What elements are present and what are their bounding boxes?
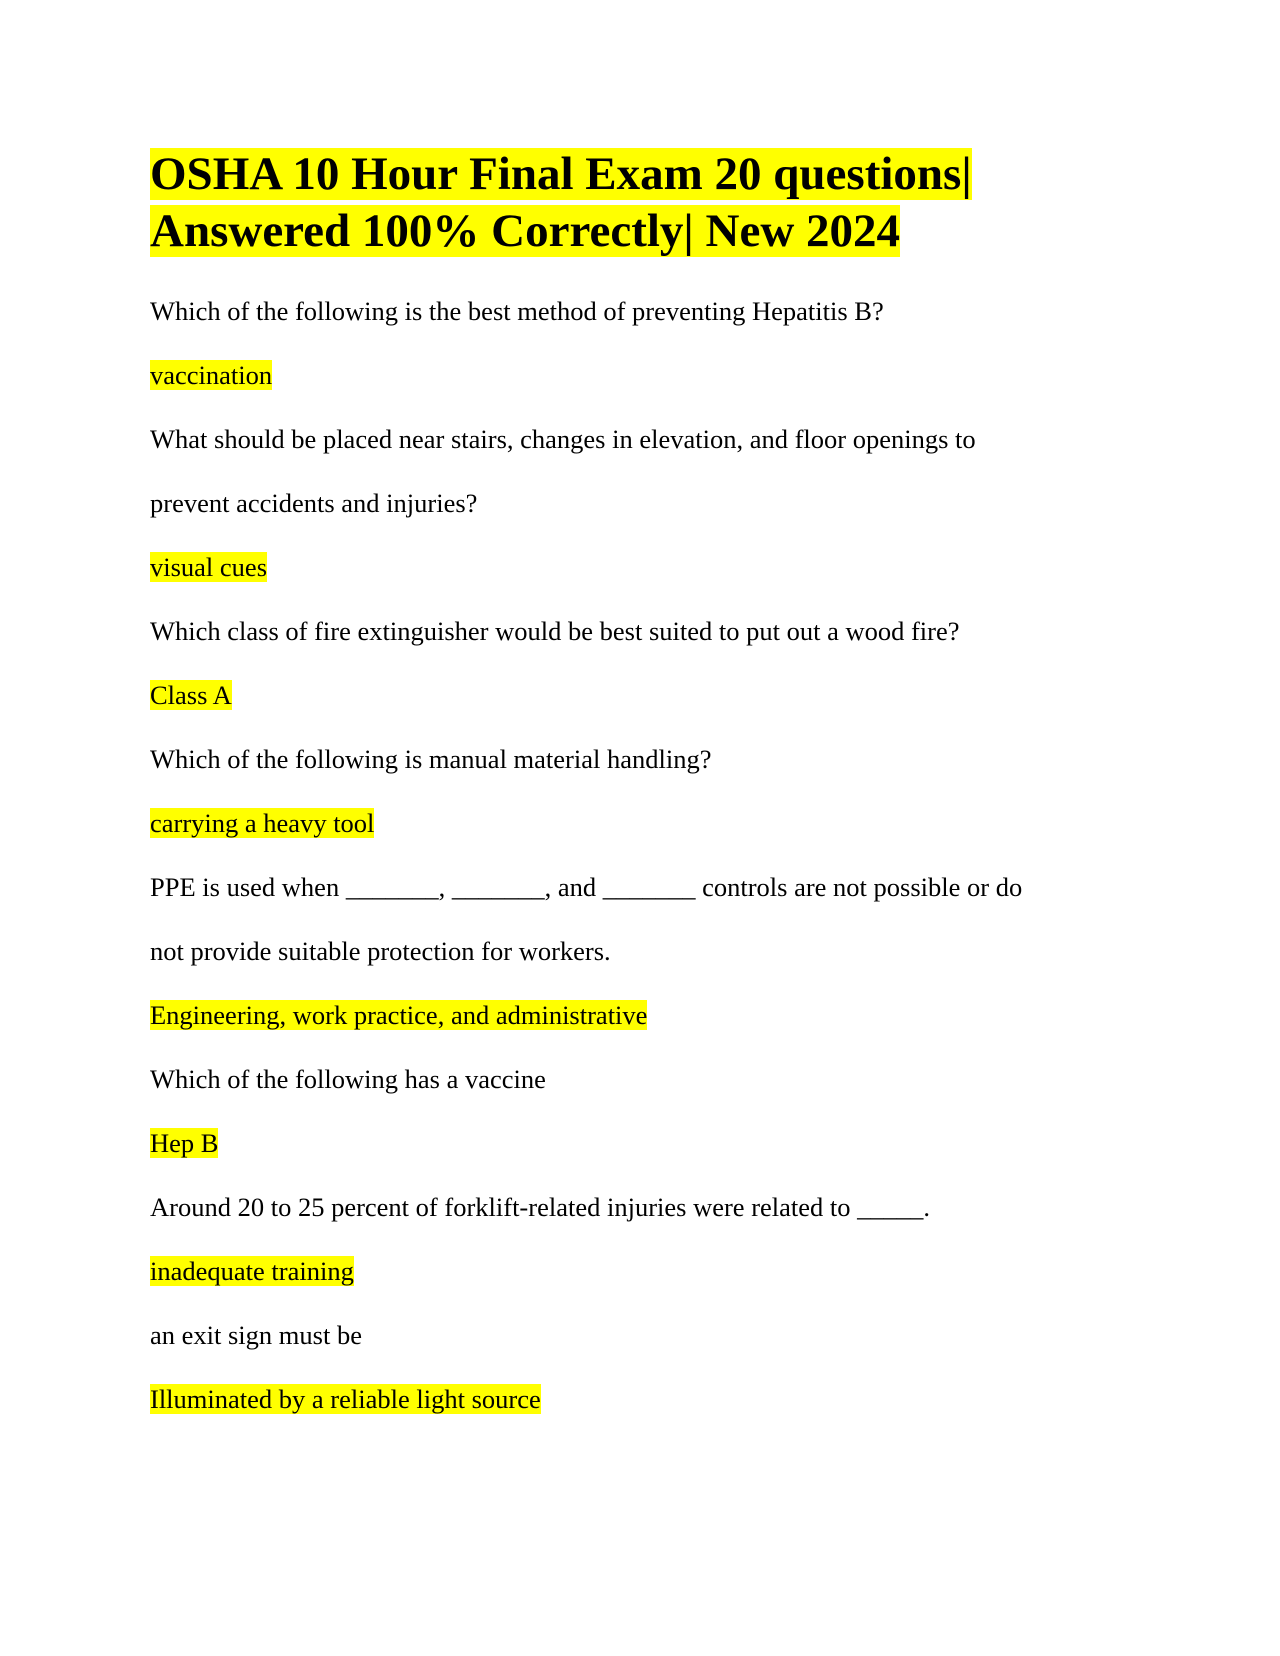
answer-highlight: inadequate training bbox=[150, 1256, 354, 1286]
answer-highlight: Illuminated by a reliable light source bbox=[150, 1384, 541, 1414]
answer-text bbox=[150, 1253, 354, 1289]
question-text: Which of the following is the best method of preventing Hepatitis B? bbox=[150, 296, 884, 326]
answer-text bbox=[150, 357, 272, 393]
question-text: PPE is used when _______, _______, and _______ controls are not possible or do bbox=[150, 872, 1023, 902]
question-text: prevent accidents and injuries? bbox=[150, 488, 478, 518]
answer-highlight: carrying a heavy tool bbox=[150, 808, 375, 838]
answer-text bbox=[150, 677, 232, 713]
question-text: What should be placed near stairs, changes in elevation, and floor openings to bbox=[150, 424, 976, 454]
title-line-1: OSHA 10 Hour Final Exam 20 questions| bbox=[150, 148, 972, 200]
answer-text bbox=[150, 1381, 541, 1417]
question-text: Which of the following has a vaccine bbox=[150, 1064, 546, 1094]
question-text: Which of the following is manual material handling? bbox=[150, 744, 712, 774]
answer-text bbox=[150, 997, 647, 1033]
answer-text bbox=[150, 1125, 218, 1161]
answer-text bbox=[150, 805, 374, 841]
answer-text bbox=[150, 549, 267, 585]
question-text: Around 20 to 25 percent of forklift-related injuries were related to _____. bbox=[150, 1192, 931, 1222]
question-text: an exit sign must be bbox=[150, 1320, 362, 1350]
answer-highlight: visual cues bbox=[150, 552, 268, 582]
answer-highlight: vaccination bbox=[150, 360, 273, 390]
answer-highlight: Class A bbox=[150, 680, 232, 710]
answer-highlight: Hep B bbox=[150, 1128, 219, 1158]
answer-highlight: Engineering, work practice, and administrative bbox=[150, 1000, 648, 1030]
document-title bbox=[150, 146, 1150, 260]
question-text: not provide suitable protection for workers. bbox=[150, 936, 611, 966]
question-text: Which class of fire extinguisher would be best suited to put out a wood fire? bbox=[150, 616, 960, 646]
title-line-2: Answered 100% Correctly| New 2024 bbox=[150, 205, 901, 257]
